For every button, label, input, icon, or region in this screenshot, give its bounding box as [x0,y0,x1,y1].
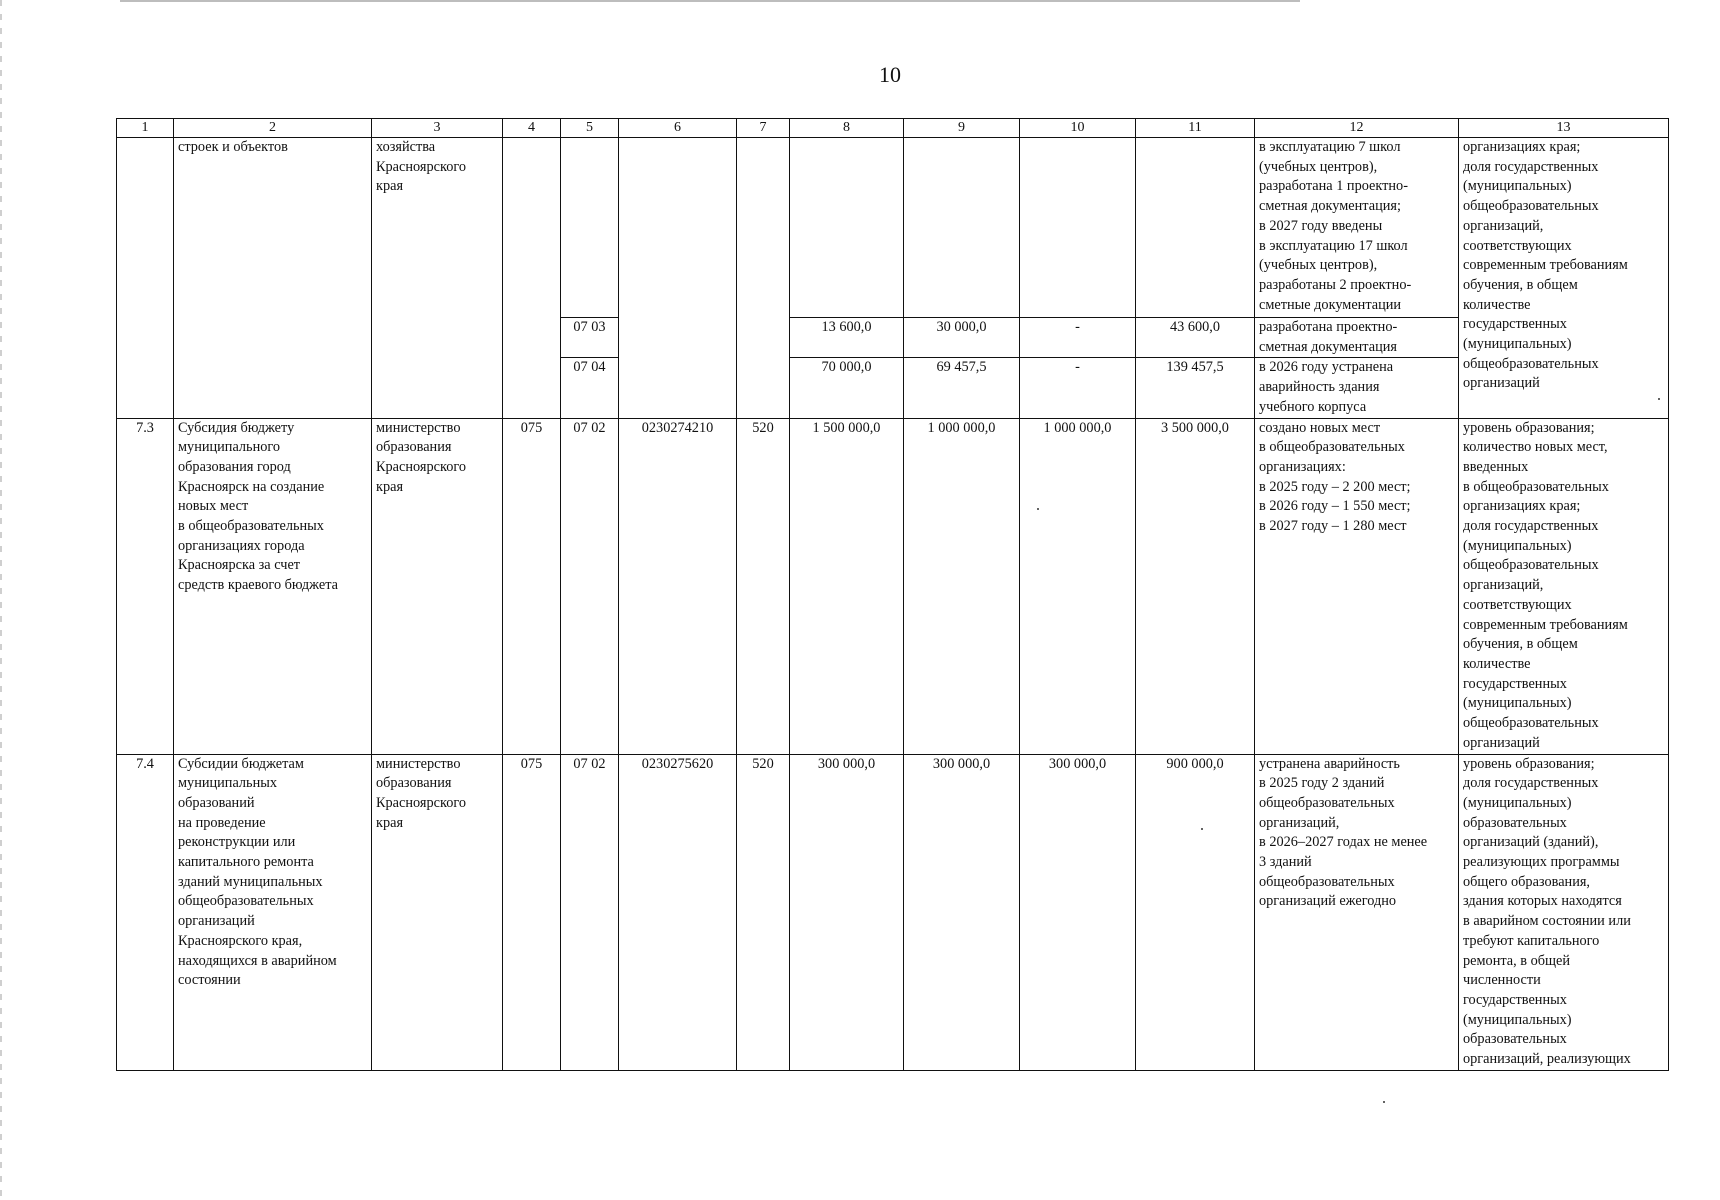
scan-speck [1201,828,1203,830]
amount-2025-cell: 1 500 000,0 [790,418,904,754]
header-cell: 9 [904,119,1020,138]
expected-result-cell: в 2026 году устранена аварийность здания учебного корпуса [1255,358,1459,418]
target-article-cell: 0230274210 [619,418,737,754]
header-cell: 3 [372,119,503,138]
amount-2027-cell: 1 000 000,0 [1020,418,1136,754]
expense-type-cell: 520 [737,418,790,754]
scan-left-edge [0,0,2,1200]
table-row-7-4 [117,754,1669,1070]
header-cell: 13 [1459,119,1669,138]
expense-type-cell [737,138,790,419]
amount-2027-cell: 300 000,0 [1020,754,1136,1070]
header-cell: 10 [1020,119,1136,138]
target-article-cell: 0230275620 [619,754,737,1070]
header-cell: 6 [619,119,737,138]
amount-2025-cell: 300 000,0 [790,754,904,1070]
scan-speck [1658,398,1660,400]
amount-2025-cell [790,138,904,318]
amount-total-cell: 3 500 000,0 [1136,418,1255,754]
section-code-cell: 07 03 [561,318,619,358]
grbs-code-cell: 075 [503,418,561,754]
budget-table [116,118,1669,1071]
amount-total-cell: 43 600,0 [1136,318,1255,358]
scan-speck [1037,508,1039,510]
expected-result-cell: разработана проектно- сметная документация [1255,318,1459,358]
expense-type-cell: 520 [737,754,790,1070]
executor-cell: министерство образования Красноярского края [372,418,503,754]
amount-2026-cell: 300 000,0 [904,754,1020,1070]
row-number-cell [117,138,174,419]
amount-2026-cell [904,138,1020,318]
section-code-cell: 07 02 [561,754,619,1070]
header-cell: 2 [174,119,372,138]
table-row-continuation [117,138,1669,318]
table-row-7-3 [117,418,1669,754]
scan-edge-line [120,0,1300,2]
amount-total-cell: 139 457,5 [1136,358,1255,418]
amount-2025-cell: 70 000,0 [790,358,904,418]
grbs-code-cell [503,138,561,419]
executor-cell: министерство образования Красноярского края [372,754,503,1070]
page-number: 10 [879,62,901,87]
executor-cell: хозяйства Красноярского края [372,138,503,419]
amount-2027-cell: - [1020,358,1136,418]
amount-total-cell [1136,138,1255,318]
row-number-cell: 7.4 [117,754,174,1070]
grbs-code-cell: 075 [503,754,561,1070]
header-cell: 7 [737,119,790,138]
indicator-cell: организациях края; доля государственных (муниципальных) общеобразовательных организаций, соответствующих современным требованиям обучения, в общем количестве государственных (муниципальных) общеобразовательных организаций [1459,138,1669,419]
row-number-cell: 7.3 [117,418,174,754]
event-name-cell: Субсидия бюджету муниципального образования город Красноярск на создание новых мест в общеобразовательных организациях города Красноярска за счет средств краевого бюджета [174,418,372,754]
section-code-cell [561,138,619,318]
amount-2025-cell: 13 600,0 [790,318,904,358]
header-cell: 1 [117,119,174,138]
section-code-cell: 07 02 [561,418,619,754]
expected-result-cell: устранена аварийность в 2025 году 2 зданий общеобразовательных организаций, в 2026–2027 годах не менее 3 зданий общеобразовательных организаций ежегодно [1255,754,1459,1070]
section-code-cell: 07 04 [561,358,619,418]
target-article-cell [619,138,737,419]
header-cell: 5 [561,119,619,138]
table-header-row [117,119,1669,138]
amount-2026-cell: 1 000 000,0 [904,418,1020,754]
event-name-cell: Субсидии бюджетам муниципальных образований на проведение реконструкции или капитального ремонта зданий муниципальных общеобразовательных организаций Красноярского края, находящихся в аварийном состоянии [174,754,372,1070]
amount-2026-cell: 69 457,5 [904,358,1020,418]
scan-speck [1383,1101,1385,1103]
expected-result-cell: в эксплуатацию 7 школ (учебных центров), разработана 1 проектно- сметная документация; в 2027 году введены в эксплуатацию 17 школ (учебных центров), разработаны 2 проектно- сметные документации [1255,138,1459,318]
header-cell: 12 [1255,119,1459,138]
amount-total-cell: 900 000,0 [1136,754,1255,1070]
amount-2027-cell [1020,138,1136,318]
amount-2027-cell: - [1020,318,1136,358]
header-cell: 11 [1136,119,1255,138]
indicator-cell: уровень образования; количество новых мест, введенных в общеобразовательных организациях края; доля государственных (муниципальных) общеобразовательных организаций, соответствующих современным требованиям обучения, в общем количестве государственных (муниципальных) общеобразовательных организаций [1459,418,1669,754]
amount-2026-cell: 30 000,0 [904,318,1020,358]
event-name-cell: строек и объектов [174,138,372,419]
header-cell: 4 [503,119,561,138]
indicator-cell: уровень образования; доля государственных (муниципальных) образовательных организаций (зданий), реализующих программы общего образования, здания которых находятся в аварийном состоянии или требуют капитального ремонта, в общей численности государственных (муниципальных) образовательных организаций, реализующих [1459,754,1669,1070]
expected-result-cell: создано новых мест в общеобразовательных организациях: в 2025 году – 2 200 мест; в 2026 году – 1 550 мест; в 2027 году – 1 280 мест [1255,418,1459,754]
header-cell: 8 [790,119,904,138]
